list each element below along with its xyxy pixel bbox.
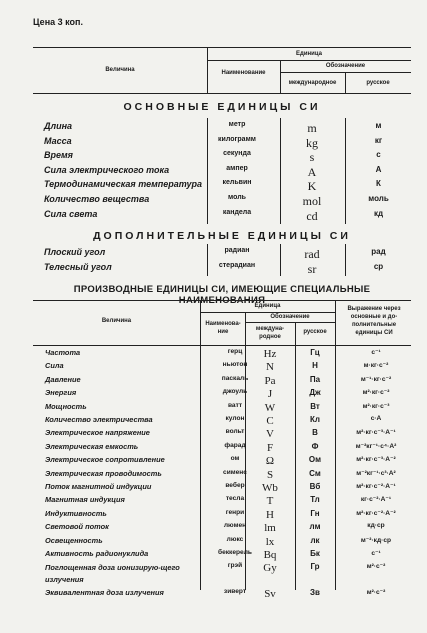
international-symbol-cell: cd bbox=[306, 208, 318, 223]
table-row bbox=[0, 428, 427, 442]
russian-symbol-cell: К bbox=[376, 179, 381, 189]
unit-name-cell: люмен bbox=[223, 522, 247, 530]
quantity-cell: Активность радионуклида bbox=[45, 549, 149, 558]
col-international: международное bbox=[288, 80, 337, 86]
international-symbol-cell: S bbox=[266, 468, 274, 481]
quantity-cell: Электрическая емкость bbox=[45, 441, 139, 451]
unit-name-cell: вольт bbox=[225, 428, 245, 436]
table-row bbox=[0, 136, 427, 150]
russian-symbol-cell: лк bbox=[310, 535, 320, 545]
quantity-cell: Сила света bbox=[44, 208, 98, 219]
russian-symbol-cell: Гн bbox=[310, 508, 320, 518]
unit-name-cell: кельвин bbox=[222, 179, 252, 187]
international-symbol-cell: V bbox=[266, 428, 274, 441]
international-symbol-cell: kg bbox=[306, 135, 318, 150]
russian-symbol-cell: лм bbox=[309, 522, 321, 532]
quantity-cell: Эквивалентная доза излучения bbox=[45, 587, 164, 597]
col-name: Наименование bbox=[221, 70, 266, 76]
table-row bbox=[0, 562, 427, 585]
quantity-cell: Сила bbox=[45, 361, 64, 371]
table-row bbox=[0, 536, 427, 550]
quantity-cell: Количество электричества bbox=[45, 415, 153, 424]
section-title-basic: ОСНОВНЫЕ ЕДИНИЦЫ СИ bbox=[123, 101, 321, 113]
international-symbol-cell: m bbox=[307, 121, 317, 135]
quantity-cell: Индуктивность bbox=[45, 508, 107, 518]
russian-symbol-cell: Зв bbox=[310, 587, 320, 597]
expression-cell: с·А bbox=[370, 415, 382, 422]
quantity-cell: Частота bbox=[45, 348, 81, 357]
table-row bbox=[0, 262, 427, 276]
international-symbol-cell: Bq bbox=[263, 549, 277, 561]
expression-cell: м²·кг·с⁻³ bbox=[362, 402, 390, 410]
col3-designation: Обозначение bbox=[270, 314, 310, 320]
unit-name-cell: фарад bbox=[224, 441, 246, 449]
russian-symbol-cell: Н bbox=[312, 361, 318, 371]
col3-russian: русское bbox=[303, 329, 327, 335]
table-row bbox=[0, 402, 427, 416]
international-symbol-cell: Sv bbox=[264, 587, 276, 600]
expression-cell: м²·кг·с⁻³·А⁻² bbox=[356, 456, 396, 464]
expression-cell: м²·с⁻² bbox=[366, 563, 386, 571]
international-symbol-cell: Gy bbox=[263, 562, 277, 575]
table-row bbox=[0, 415, 427, 429]
quantity-cell: Электрическая проводимость bbox=[45, 468, 162, 478]
international-symbol-cell: F bbox=[266, 441, 274, 454]
unit-name-cell: тесла bbox=[225, 495, 245, 503]
russian-symbol-cell: Тл bbox=[310, 495, 320, 505]
unit-name-cell: секунда bbox=[223, 150, 251, 158]
table-row bbox=[0, 549, 427, 563]
russian-symbol-cell: м bbox=[375, 121, 382, 130]
unit-name-cell: радиан bbox=[224, 247, 250, 254]
international-symbol-cell: N bbox=[266, 361, 274, 374]
russian-symbol-cell: Дж bbox=[309, 388, 321, 398]
russian-symbol-cell: рад bbox=[371, 247, 386, 256]
quantity-cell: Давление bbox=[45, 374, 81, 384]
unit-name-cell: ньютон bbox=[222, 361, 248, 369]
unit-name-cell: метр bbox=[228, 121, 246, 128]
quantity-cell: Электрическое напряжение bbox=[45, 428, 150, 438]
table-row bbox=[0, 209, 427, 223]
unit-name-cell: беккерель bbox=[218, 549, 252, 556]
international-symbol-cell: sr bbox=[307, 261, 317, 276]
international-symbol-cell: mol bbox=[302, 194, 322, 208]
col3-international: междуна-родное bbox=[255, 326, 285, 340]
quantity-cell: Масса bbox=[44, 135, 72, 146]
table-row bbox=[0, 455, 427, 469]
expression-cell: м²·с⁻² bbox=[366, 588, 386, 596]
table-row bbox=[0, 522, 427, 536]
unit-name-cell: зиверт bbox=[223, 587, 247, 595]
expression-cell: м²·кг·с⁻²·А⁻¹ bbox=[356, 483, 396, 490]
unit-name-cell: паскаль bbox=[221, 374, 249, 382]
international-symbol-cell: H bbox=[266, 508, 274, 521]
unit-name-cell: стерадиан bbox=[218, 261, 256, 269]
russian-symbol-cell: Па bbox=[309, 374, 321, 384]
international-symbol-cell: Ω bbox=[265, 455, 275, 468]
international-symbol-cell: lx bbox=[265, 535, 275, 548]
international-symbol-cell: Hz bbox=[263, 348, 277, 360]
table-row bbox=[0, 442, 427, 456]
col-designation: Обозначение bbox=[325, 63, 366, 69]
russian-symbol-cell: В bbox=[312, 428, 318, 438]
expression-cell: с⁻¹ bbox=[371, 349, 381, 356]
unit-name-cell: ом bbox=[230, 455, 240, 463]
table-row bbox=[0, 150, 427, 164]
quantity-cell: Магнитная индукция bbox=[45, 495, 125, 505]
quantity-cell: Плоский угол bbox=[44, 247, 106, 257]
unit-name-cell: сименс bbox=[223, 468, 247, 476]
unit-name-cell: килограмм bbox=[218, 135, 256, 143]
unit-name-cell: кандела bbox=[222, 208, 252, 216]
russian-symbol-cell: ср bbox=[373, 261, 384, 271]
russian-symbol-cell: Вт bbox=[310, 401, 320, 411]
col-unit: Единица bbox=[296, 51, 322, 57]
international-symbol-cell: W bbox=[264, 401, 276, 414]
expression-cell: м²·кг·с⁻² bbox=[362, 389, 390, 397]
quantity-cell: Сила электрического тока bbox=[44, 164, 170, 175]
table-row bbox=[0, 588, 427, 602]
quantity-cell: Энергия bbox=[45, 388, 77, 398]
russian-symbol-cell: кд bbox=[373, 208, 384, 218]
international-symbol-cell: rad bbox=[304, 247, 320, 261]
expression-cell: м⁻²кг⁻¹·с⁴·А² bbox=[355, 442, 397, 450]
table-row bbox=[0, 121, 427, 135]
unit-name-cell: кулон bbox=[225, 415, 245, 422]
unit-name-cell: вебер bbox=[225, 482, 245, 489]
international-symbol-cell: lm bbox=[264, 522, 276, 535]
expression-cell: м²·кг·с⁻³·А⁻¹ bbox=[356, 429, 396, 437]
table-row bbox=[0, 482, 427, 496]
table-row bbox=[0, 375, 427, 389]
table-row bbox=[0, 388, 427, 402]
russian-symbol-cell: Гр bbox=[310, 562, 320, 572]
expression-cell: кд·ср bbox=[367, 522, 385, 530]
russian-symbol-cell: Ф bbox=[311, 441, 319, 451]
international-symbol-cell: T bbox=[266, 495, 274, 508]
russian-symbol-cell: Кл bbox=[310, 415, 320, 424]
table-row bbox=[0, 509, 427, 523]
expression-cell: м·кг·с⁻² bbox=[363, 362, 389, 370]
table-row bbox=[0, 469, 427, 483]
table-row bbox=[0, 165, 427, 179]
table-row bbox=[0, 348, 427, 362]
table-row bbox=[0, 495, 427, 509]
russian-symbol-cell: А bbox=[375, 164, 382, 174]
col3-expression: Выражение через основные и до-полнительные единицы СИ bbox=[347, 306, 401, 336]
col-russian: русское bbox=[366, 80, 390, 86]
table-row bbox=[0, 194, 427, 208]
unit-name-cell: ампер bbox=[226, 164, 248, 172]
col3-name: Наименова-ние bbox=[205, 321, 241, 335]
unit-name-cell: джоуль bbox=[222, 388, 248, 396]
col3-unit: Единица bbox=[254, 303, 281, 309]
international-symbol-cell: Pa bbox=[264, 374, 276, 387]
quantity-cell: Время bbox=[44, 150, 73, 161]
unit-name-cell: грэй bbox=[227, 562, 243, 570]
expression-cell: кг·с⁻²·А⁻¹ bbox=[360, 496, 392, 504]
quantity-cell: Электрическое сопротивление bbox=[45, 455, 165, 465]
unit-name-cell: моль bbox=[228, 194, 246, 201]
international-symbol-cell: K bbox=[307, 179, 317, 194]
international-symbol-cell: s bbox=[309, 150, 315, 165]
russian-symbol-cell: Ом bbox=[308, 455, 322, 465]
table-row bbox=[0, 247, 427, 261]
expression-cell: м⁻²·кд·ср bbox=[360, 536, 392, 544]
quantity-cell: Поглощенная доза ионизирую-щего излучения bbox=[45, 563, 180, 585]
russian-symbol-cell: См bbox=[309, 468, 321, 478]
unit-name-cell: ватт bbox=[227, 401, 243, 409]
unit-name-cell: люкс bbox=[226, 535, 244, 543]
col3-quantity: Величина bbox=[101, 318, 132, 324]
table-row bbox=[0, 361, 427, 375]
section-title-derived: ПРОИЗВОДНЫЕ ЕДИНИЦЫ СИ, ИМЕЮЩИЕ СПЕЦИАЛЬНЫЕ НАИМЕНОВАНИЯ bbox=[73, 284, 371, 306]
quantity-cell: Телесный угол bbox=[44, 261, 112, 272]
russian-symbol-cell: кг bbox=[374, 135, 383, 145]
russian-symbol-cell: моль bbox=[368, 194, 389, 203]
section-title-additional: ДОПОЛНИТЕЛЬНЫЕ ЕДИНИЦЫ СИ bbox=[93, 230, 351, 242]
international-symbol-cell: A bbox=[307, 164, 317, 179]
quantity-cell: Термодинамическая температура bbox=[44, 179, 203, 190]
quantity-cell: Количество вещества bbox=[44, 194, 150, 204]
russian-symbol-cell: Бк bbox=[310, 549, 320, 558]
price-label: Цена 3 коп. bbox=[33, 17, 83, 27]
expression-cell: с⁻¹ bbox=[371, 550, 381, 557]
russian-symbol-cell: Вб bbox=[309, 482, 321, 491]
col-quantity: Величина bbox=[105, 67, 135, 73]
russian-symbol-cell: с bbox=[376, 150, 381, 160]
quantity-cell: Длина bbox=[44, 121, 73, 131]
quantity-cell: Поток магнитной индукции bbox=[45, 482, 152, 491]
table-row bbox=[0, 179, 427, 193]
expression-cell: м⁻²кг⁻¹·с³·А² bbox=[356, 469, 396, 477]
russian-symbol-cell: Гц bbox=[310, 348, 320, 357]
international-symbol-cell: Wb bbox=[262, 482, 278, 494]
unit-name-cell: генри bbox=[225, 508, 245, 516]
international-symbol-cell: C bbox=[266, 415, 274, 427]
quantity-cell: Мощность bbox=[45, 401, 87, 411]
quantity-cell: Освещенность bbox=[45, 535, 103, 545]
unit-name-cell: герц bbox=[227, 348, 243, 355]
quantity-cell: Световой поток bbox=[45, 522, 109, 532]
international-symbol-cell: J bbox=[267, 388, 273, 401]
expression-cell: м⁻¹·кг·с⁻² bbox=[360, 375, 392, 383]
expression-cell: м²·кг·с⁻²·А⁻² bbox=[356, 509, 396, 517]
